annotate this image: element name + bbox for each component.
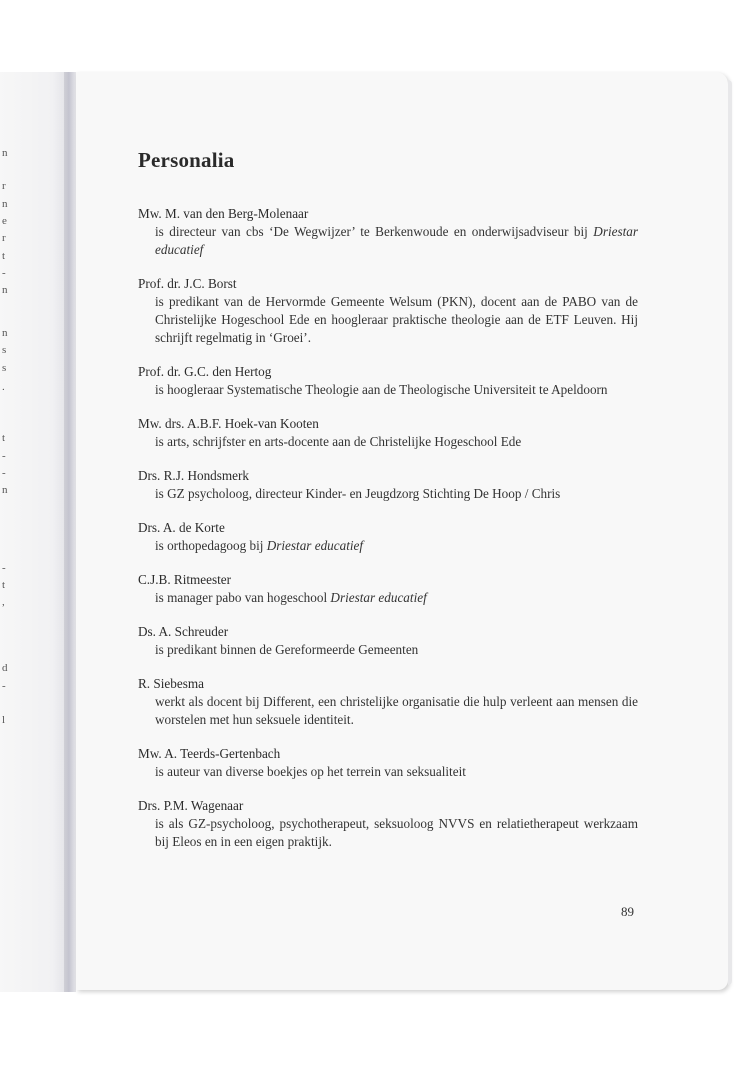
left-page-fragment: - (2, 467, 6, 479)
person-name: Mw. A. Teerds-Gertenbach (138, 746, 281, 761)
left-page-fragment: d (2, 662, 8, 674)
person-name: Drs. A. de Korte (138, 520, 225, 535)
description-text: is auteur van diverse boekjes op het terrein van seksualiteit (155, 764, 466, 779)
person-name: Mw. drs. A.B.F. Hoek-van Kooten (138, 416, 319, 431)
left-page-fragment: t (2, 432, 6, 444)
description-text: werkt als docent bij Different, een christelijke organisatie die hulp verleent aan mensen die worstelen met hun seksuele identiteit. (155, 694, 638, 727)
person-name: Prof. dr. J.C. Borst (138, 276, 237, 291)
person-description (138, 693, 638, 729)
person-entry (138, 675, 638, 729)
person-description (138, 537, 638, 555)
description-text: is predikant binnen de Gereformeerde Gemeenten (155, 642, 419, 657)
person-description (138, 815, 638, 851)
left-page-fragment: n (2, 198, 8, 210)
person-name: Drs. R.J. Hondsmerk (138, 468, 249, 483)
institution-name: Driestar educatief (266, 538, 364, 553)
page-number: 89 (621, 904, 634, 919)
person-description (138, 763, 638, 781)
person-entry (138, 571, 638, 607)
description-text: is hoogleraar Systematische Theologie aan de Theologische Universiteit te Apeldoorn (155, 382, 608, 397)
left-page-fragment: s (2, 344, 7, 356)
description-text: is predikant van de Hervormde Gemeente Welsum (PKN), docent aan de PABO van de Christelijke Hogeschool Ede en hoogleraar praktische theologie aan de ETF Leuven. Hij schrijft regelmatig in ‘Groei’. (155, 294, 638, 345)
person-name: C.J.B. Ritmeester (138, 572, 232, 587)
person-description (138, 381, 638, 399)
left-page-fragment: . (2, 381, 5, 393)
person-description (138, 293, 638, 347)
personalia-list (138, 205, 638, 867)
left-page-fragment: l (2, 714, 6, 726)
left-page-fragment: n (2, 327, 8, 339)
book-gutter (64, 72, 76, 992)
person-name: Ds. A. Schreuder (138, 624, 229, 639)
person-description (138, 223, 638, 259)
left-page-fragment: r (2, 180, 6, 192)
page-title: Personalia (138, 148, 235, 172)
person-entry (138, 275, 638, 347)
person-entry (138, 363, 638, 399)
description-text: is manager pabo van hogeschool (155, 590, 331, 605)
person-entry (138, 623, 638, 659)
left-page-fragment: n (2, 284, 8, 296)
person-description (138, 641, 638, 659)
left-page-fragment: n (2, 484, 8, 496)
person-entry (138, 467, 638, 503)
left-page (0, 72, 66, 992)
person-description (138, 433, 638, 451)
description-text: is orthopedagoog bij (155, 538, 267, 553)
left-page-fragment: - (2, 562, 6, 574)
institution-name: Driestar educatief (330, 590, 427, 605)
left-page-fragment: s (2, 362, 7, 374)
left-page-fragment: n (2, 147, 8, 159)
person-entry (138, 797, 638, 851)
person-name: Mw. M. van den Berg-Molenaar (138, 206, 309, 221)
right-page (76, 72, 728, 990)
description-text: is als GZ-psycholoog, psychotherapeut, seksuoloog NVVS en relatietherapeut werkzaam bij Eleos en in een eigen praktijk. (155, 816, 638, 849)
person-entry (138, 519, 638, 555)
left-page-fragment: t (2, 579, 6, 591)
description-text: is arts, schrijfster en arts-docente aan de Christelijke Hogeschool Ede (155, 434, 522, 449)
person-entry (138, 745, 638, 781)
left-page-fragment: - (2, 267, 6, 279)
left-page-fragment: t (2, 250, 6, 262)
left-page-fragment: , (2, 596, 5, 608)
person-entry (138, 205, 638, 259)
person-description (138, 485, 638, 503)
description-text: is GZ psycholoog, directeur Kinder- en Jeugdzorg Stichting De Hoop / Chris (155, 486, 561, 501)
left-page-fragment: r (2, 232, 6, 244)
person-name: Prof. dr. G.C. den Hertog (138, 364, 272, 379)
left-page-fragment: - (2, 450, 6, 462)
person-name: R. Siebesma (138, 676, 204, 691)
person-entry (138, 415, 638, 451)
person-description (138, 589, 638, 607)
left-page-fragment: - (2, 680, 6, 692)
description-text: is directeur van cbs ‘De Wegwijzer’ te Berkenwoude en onderwijsadviseur bij (155, 224, 594, 239)
person-name: Drs. P.M. Wagenaar (138, 798, 244, 813)
left-page-fragment: e (2, 215, 7, 227)
institution-name: Driestar educatief (155, 224, 638, 257)
